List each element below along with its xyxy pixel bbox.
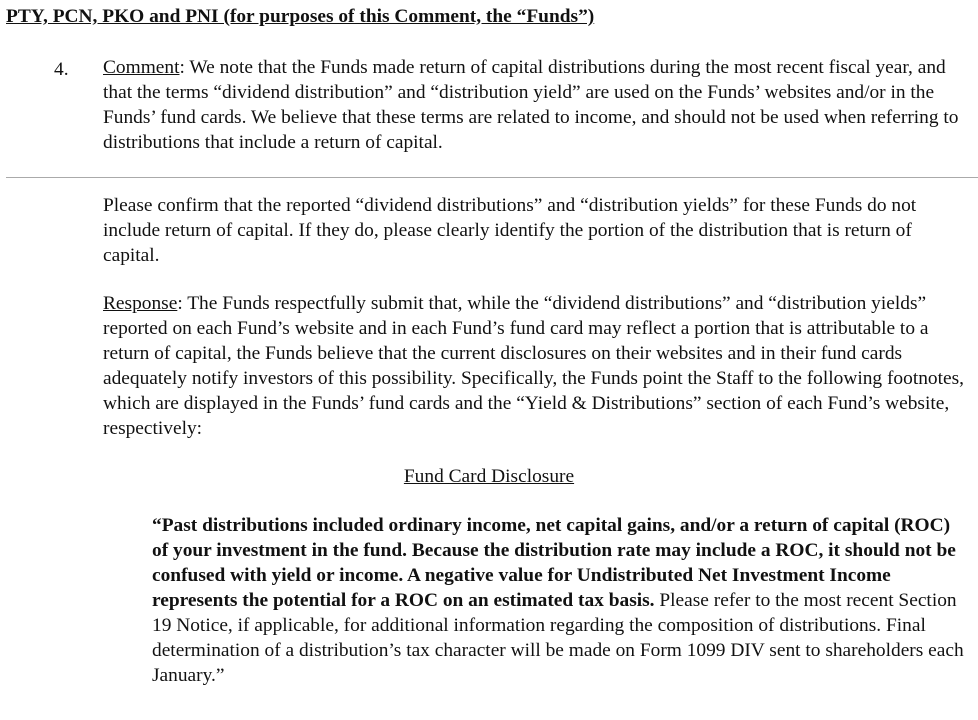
response-paragraph: [103, 291, 973, 441]
comment-text: : We note that the Funds made return of capital distributions during the most recent fiscal year, and that the terms “dividend distribution” and “distribution yield” are used on the Funds’ websites and/or in the Funds’ fund cards. We believe that these terms are related to income, and should not be used when referring to distributions that include a return of capital.: [103, 57, 959, 153]
comment-paragraph: [103, 55, 973, 155]
comment-number: 4.: [54, 59, 69, 80]
quote-bold-text: “Past distributions included ordinary income, net capital gains, and/or a return of capital (ROC) of your investment in the fund. Because the distribution rate may include a ROC, it should not be confused with yield or income. A negative value for Undistributed Net Investment Income represents the potential for a ROC on an estimated tax basis.: [152, 515, 956, 611]
page-divider: [6, 177, 978, 178]
funds-heading: PTY, PCN, PKO and PNI (for purposes of this Comment, the “Funds”): [6, 6, 595, 27]
quote-regular-text: Please refer to the most recent Section 19 Notice, if applicable, for additional information regarding the composition of distributions. Final determination of a distribution’s tax character will be made on Form 1099 DIV sent to shareholders each January.”: [152, 590, 964, 686]
response-text: : The Funds respectfully submit that, while the “dividend distributions” and “distribution yields” reported on each Fund’s website and in each Fund’s fund card may reflect a portion that is attributable to a return of capital, the Funds believe that the current disclosures on their websites and in their fund cards adequately notify investors of this possibility. Specifically, the Funds point the Staff to the following footnotes, which are displayed in the Funds’ fund cards and the “Yield & Distributions” section of each Fund’s website, respectively:: [103, 293, 964, 439]
comment-label: Comment: [103, 57, 180, 78]
disclosure-quote: [152, 513, 967, 688]
response-label: Response: [103, 293, 178, 314]
fund-card-disclosure-label: Fund Card Disclosure: [403, 466, 575, 487]
fund-card-disclosure-heading: [0, 464, 978, 489]
confirm-paragraph: Please confirm that the reported “dividend distributions” and “distribution yields” for these Funds do not include return of capital. If they do, please clearly identify the portion of the distribution that is return of capital.: [103, 195, 917, 266]
